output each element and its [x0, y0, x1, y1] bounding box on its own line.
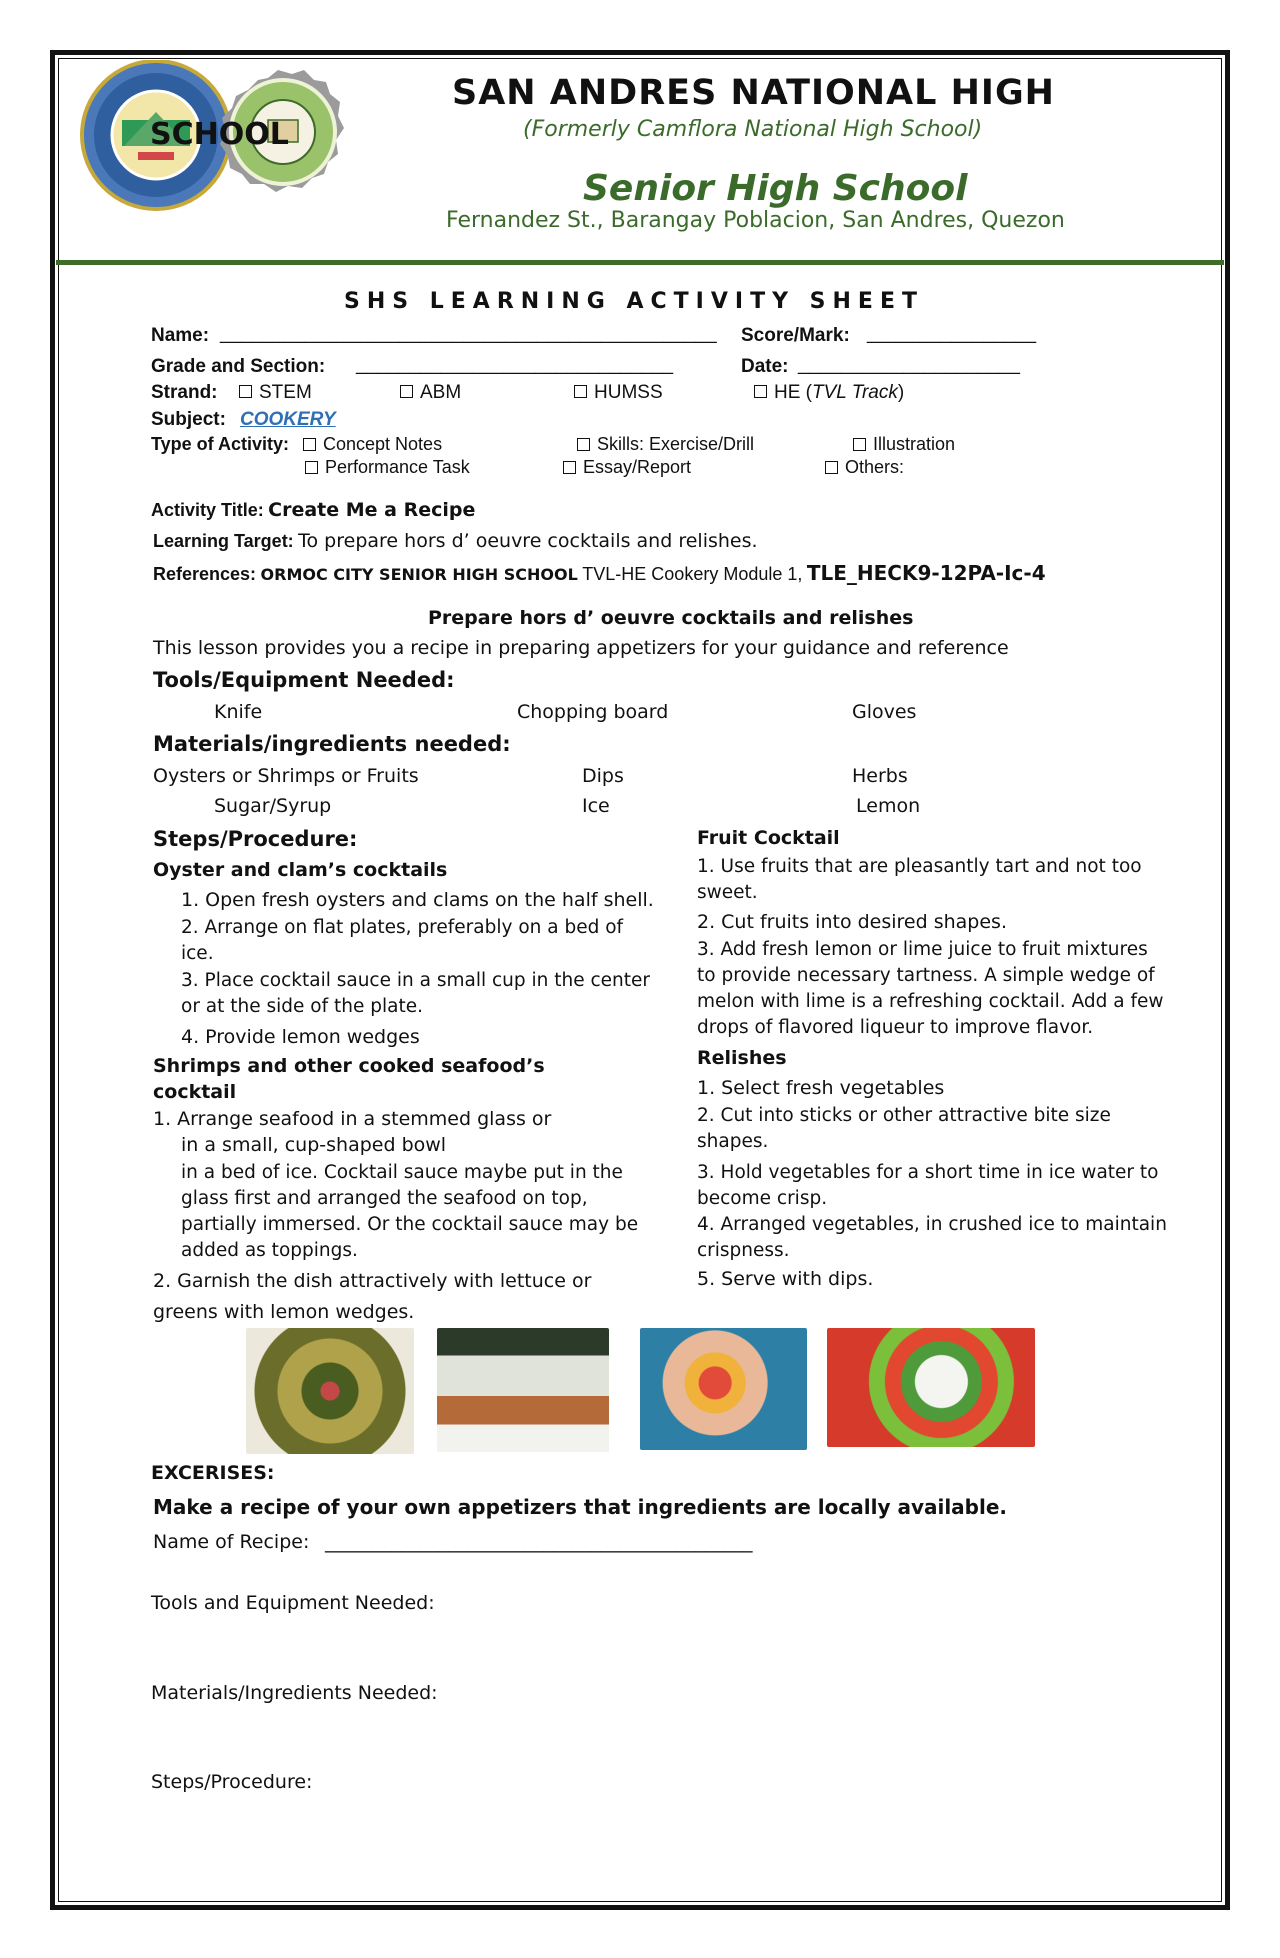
- oyster-step: 4. Provide lemon wedges: [181, 1026, 420, 1048]
- score-field[interactable]: ________________: [867, 323, 1037, 344]
- date-label: Date:: [741, 356, 789, 377]
- material-item: Ice: [582, 795, 610, 817]
- fruit-step: 2. Cut fruits into desired shapes.: [697, 911, 1007, 933]
- relish-step: 1. Select fresh vegetables: [697, 1077, 945, 1099]
- checkbox-icon: [303, 438, 316, 451]
- shrimp-heading-2: cocktail: [153, 1081, 237, 1103]
- checkbox-icon: [577, 438, 590, 451]
- oyster-photo: [246, 1328, 414, 1454]
- oyster-step: 1. Open fresh oysters and clams on the half shell.: [181, 889, 654, 911]
- sheet-title: SHS LEARNING ACTIVITY SHEET: [344, 289, 924, 314]
- checkbox-icon: [239, 385, 252, 398]
- learning-target-row: Learning Target: To prepare hors d’ oeuvre cocktails and relishes.: [153, 530, 758, 552]
- grade-field[interactable]: ______________________________: [356, 354, 674, 375]
- checkbox-icon: [563, 461, 576, 474]
- checkbox-icon: [305, 461, 318, 474]
- vegetable-relish-photo: [827, 1328, 1035, 1447]
- strand-label: Strand:: [151, 382, 218, 403]
- shrimp-step: 2. Garnish the dish attractively with lettuce or: [153, 1270, 592, 1292]
- exercise-steps-label: Steps/Procedure:: [151, 1771, 313, 1793]
- shrimp-step: greens with lemon wedges.: [153, 1301, 415, 1323]
- header-divider: [56, 260, 1224, 265]
- relish-step: 2. Cut into sticks or other attractive bite size shapes.: [697, 1105, 1111, 1152]
- relish-heading: Relishes: [697, 1047, 787, 1069]
- exercise-instruction: Make a recipe of your own appetizers that ingredients are locally available.: [153, 1495, 1008, 1519]
- score-label: Score/Mark:: [741, 325, 850, 346]
- school-name: SAN ANDRES NATIONAL HIGH: [452, 73, 1055, 113]
- oyster-step: 2. Arrange on flat plates, preferably on a bed of ice.: [181, 917, 624, 964]
- name-label: Name:: [151, 325, 210, 346]
- lesson-intro: This lesson provides you a recipe in preparing appetizers for your guidance and reference: [153, 637, 1009, 659]
- logo-overlay-text: SCHOOL: [150, 117, 289, 152]
- fruit-step: 3. Add fresh lemon or lime juice to fruit mixtures to provide necessary tartness. A simple wedge of melon with lime is a refreshing cocktail. Add a few drops of flavored liqueur to improve flavor.: [697, 939, 1164, 1038]
- tool-item: Knife: [214, 701, 263, 723]
- recipe-name-label: Name of Recipe:: [153, 1531, 310, 1553]
- fruit-cocktail-photo: [640, 1328, 807, 1450]
- shrimp-step: in a small, cup-shaped bowl: [181, 1134, 447, 1156]
- material-item: Sugar/Syrup: [214, 795, 332, 817]
- activity-type-label: Type of Activity:: [151, 434, 290, 454]
- steps-heading: Steps/Procedure:: [153, 827, 358, 851]
- checkbox-icon: [825, 461, 838, 474]
- material-item: Lemon: [856, 795, 921, 817]
- exercise-materials-label: Materials/Ingredients Needed:: [151, 1682, 438, 1704]
- school-logos: [78, 60, 348, 220]
- activity-title-row: Activity Title: Create Me a Recipe: [151, 499, 476, 521]
- material-item: Oysters or Shrimps or Fruits: [153, 765, 419, 787]
- oyster-heading: Oyster and clam’s cocktails: [153, 859, 448, 881]
- shrimp-heading: Shrimps and other cooked seafood’s: [153, 1055, 545, 1077]
- checkbox-icon: [574, 385, 587, 398]
- tool-item: Gloves: [852, 701, 917, 723]
- relish-step: 5. Serve with dips.: [697, 1268, 874, 1290]
- material-item: Herbs: [852, 765, 908, 787]
- type-skills[interactable]: Skills: Exercise/Drill: [577, 434, 754, 455]
- shrimp-photo: [437, 1328, 609, 1452]
- shrimp-step: 1. Arrange seafood in a stemmed glass or: [153, 1108, 552, 1130]
- name-field[interactable]: _______________________________________________: [220, 323, 717, 344]
- tools-heading: Tools/Equipment Needed:: [153, 668, 455, 692]
- materials-heading: Materials/ingredients needed:: [153, 732, 511, 756]
- relish-step: 4. Arranged vegetables, in crushed ice to maintain crispness.: [697, 1214, 1167, 1261]
- exercise-tools-label: Tools and Equipment Needed:: [151, 1592, 435, 1614]
- date-field[interactable]: _____________________: [798, 354, 1020, 375]
- strand-stem[interactable]: STEM: [239, 382, 312, 404]
- checkbox-icon: [853, 438, 866, 451]
- strand-humss[interactable]: HUMSS: [574, 382, 663, 404]
- lesson-heading: Prepare hors d’ oeuvre cocktails and relishes: [428, 607, 914, 629]
- strand-abm[interactable]: ABM: [400, 382, 461, 404]
- tool-item: Chopping board: [517, 701, 669, 723]
- type-performance-task[interactable]: Performance Task: [305, 457, 470, 478]
- subject-label: Subject:: [151, 409, 226, 430]
- grade-label: Grade and Section:: [151, 356, 326, 377]
- shs-title: Senior High School: [583, 168, 968, 209]
- type-others[interactable]: Others:: [825, 457, 904, 478]
- fruit-step: 1. Use fruits that are pleasantly tart and not too sweet.: [697, 856, 1142, 903]
- relish-step: 3. Hold vegetables for a short time in ice water to become crisp.: [697, 1162, 1159, 1209]
- references-row: References: ORMOC CITY SENIOR HIGH SCHOOL TVL-HE Cookery Module 1, TLE_HECK9-12PA-Ic-4: [153, 561, 1046, 585]
- checkbox-icon: [754, 385, 767, 398]
- formerly-name: (Formerly Camflora National High School): [523, 117, 983, 142]
- checkbox-icon: [400, 385, 413, 398]
- type-concept-notes[interactable]: Concept Notes: [303, 434, 442, 455]
- type-illustration[interactable]: Illustration: [853, 434, 955, 455]
- oyster-step: 3. Place cocktail sauce in a small cup in the center or at the side of the plate.: [181, 970, 651, 1017]
- fruit-heading: Fruit Cocktail: [697, 827, 840, 849]
- type-essay-report[interactable]: Essay/Report: [563, 457, 691, 478]
- shrimp-step: in a bed of ice. Cocktail sauce maybe put in the glass first and arranged the seafood on top, partially immersed. Or the cocktail sauce may be added as toppings.: [181, 1162, 639, 1261]
- strand-he[interactable]: HE (TVL Track): [754, 382, 904, 404]
- material-item: Dips: [582, 765, 624, 787]
- recipe-name-field[interactable]: _____________________________________________: [325, 1531, 753, 1553]
- school-address: Fernandez St., Barangay Poblacion, San Andres, Quezon: [446, 208, 1065, 233]
- exercises-heading: EXCERISES:: [151, 1462, 275, 1484]
- subject-value-link[interactable]: COOKERY: [240, 409, 336, 430]
